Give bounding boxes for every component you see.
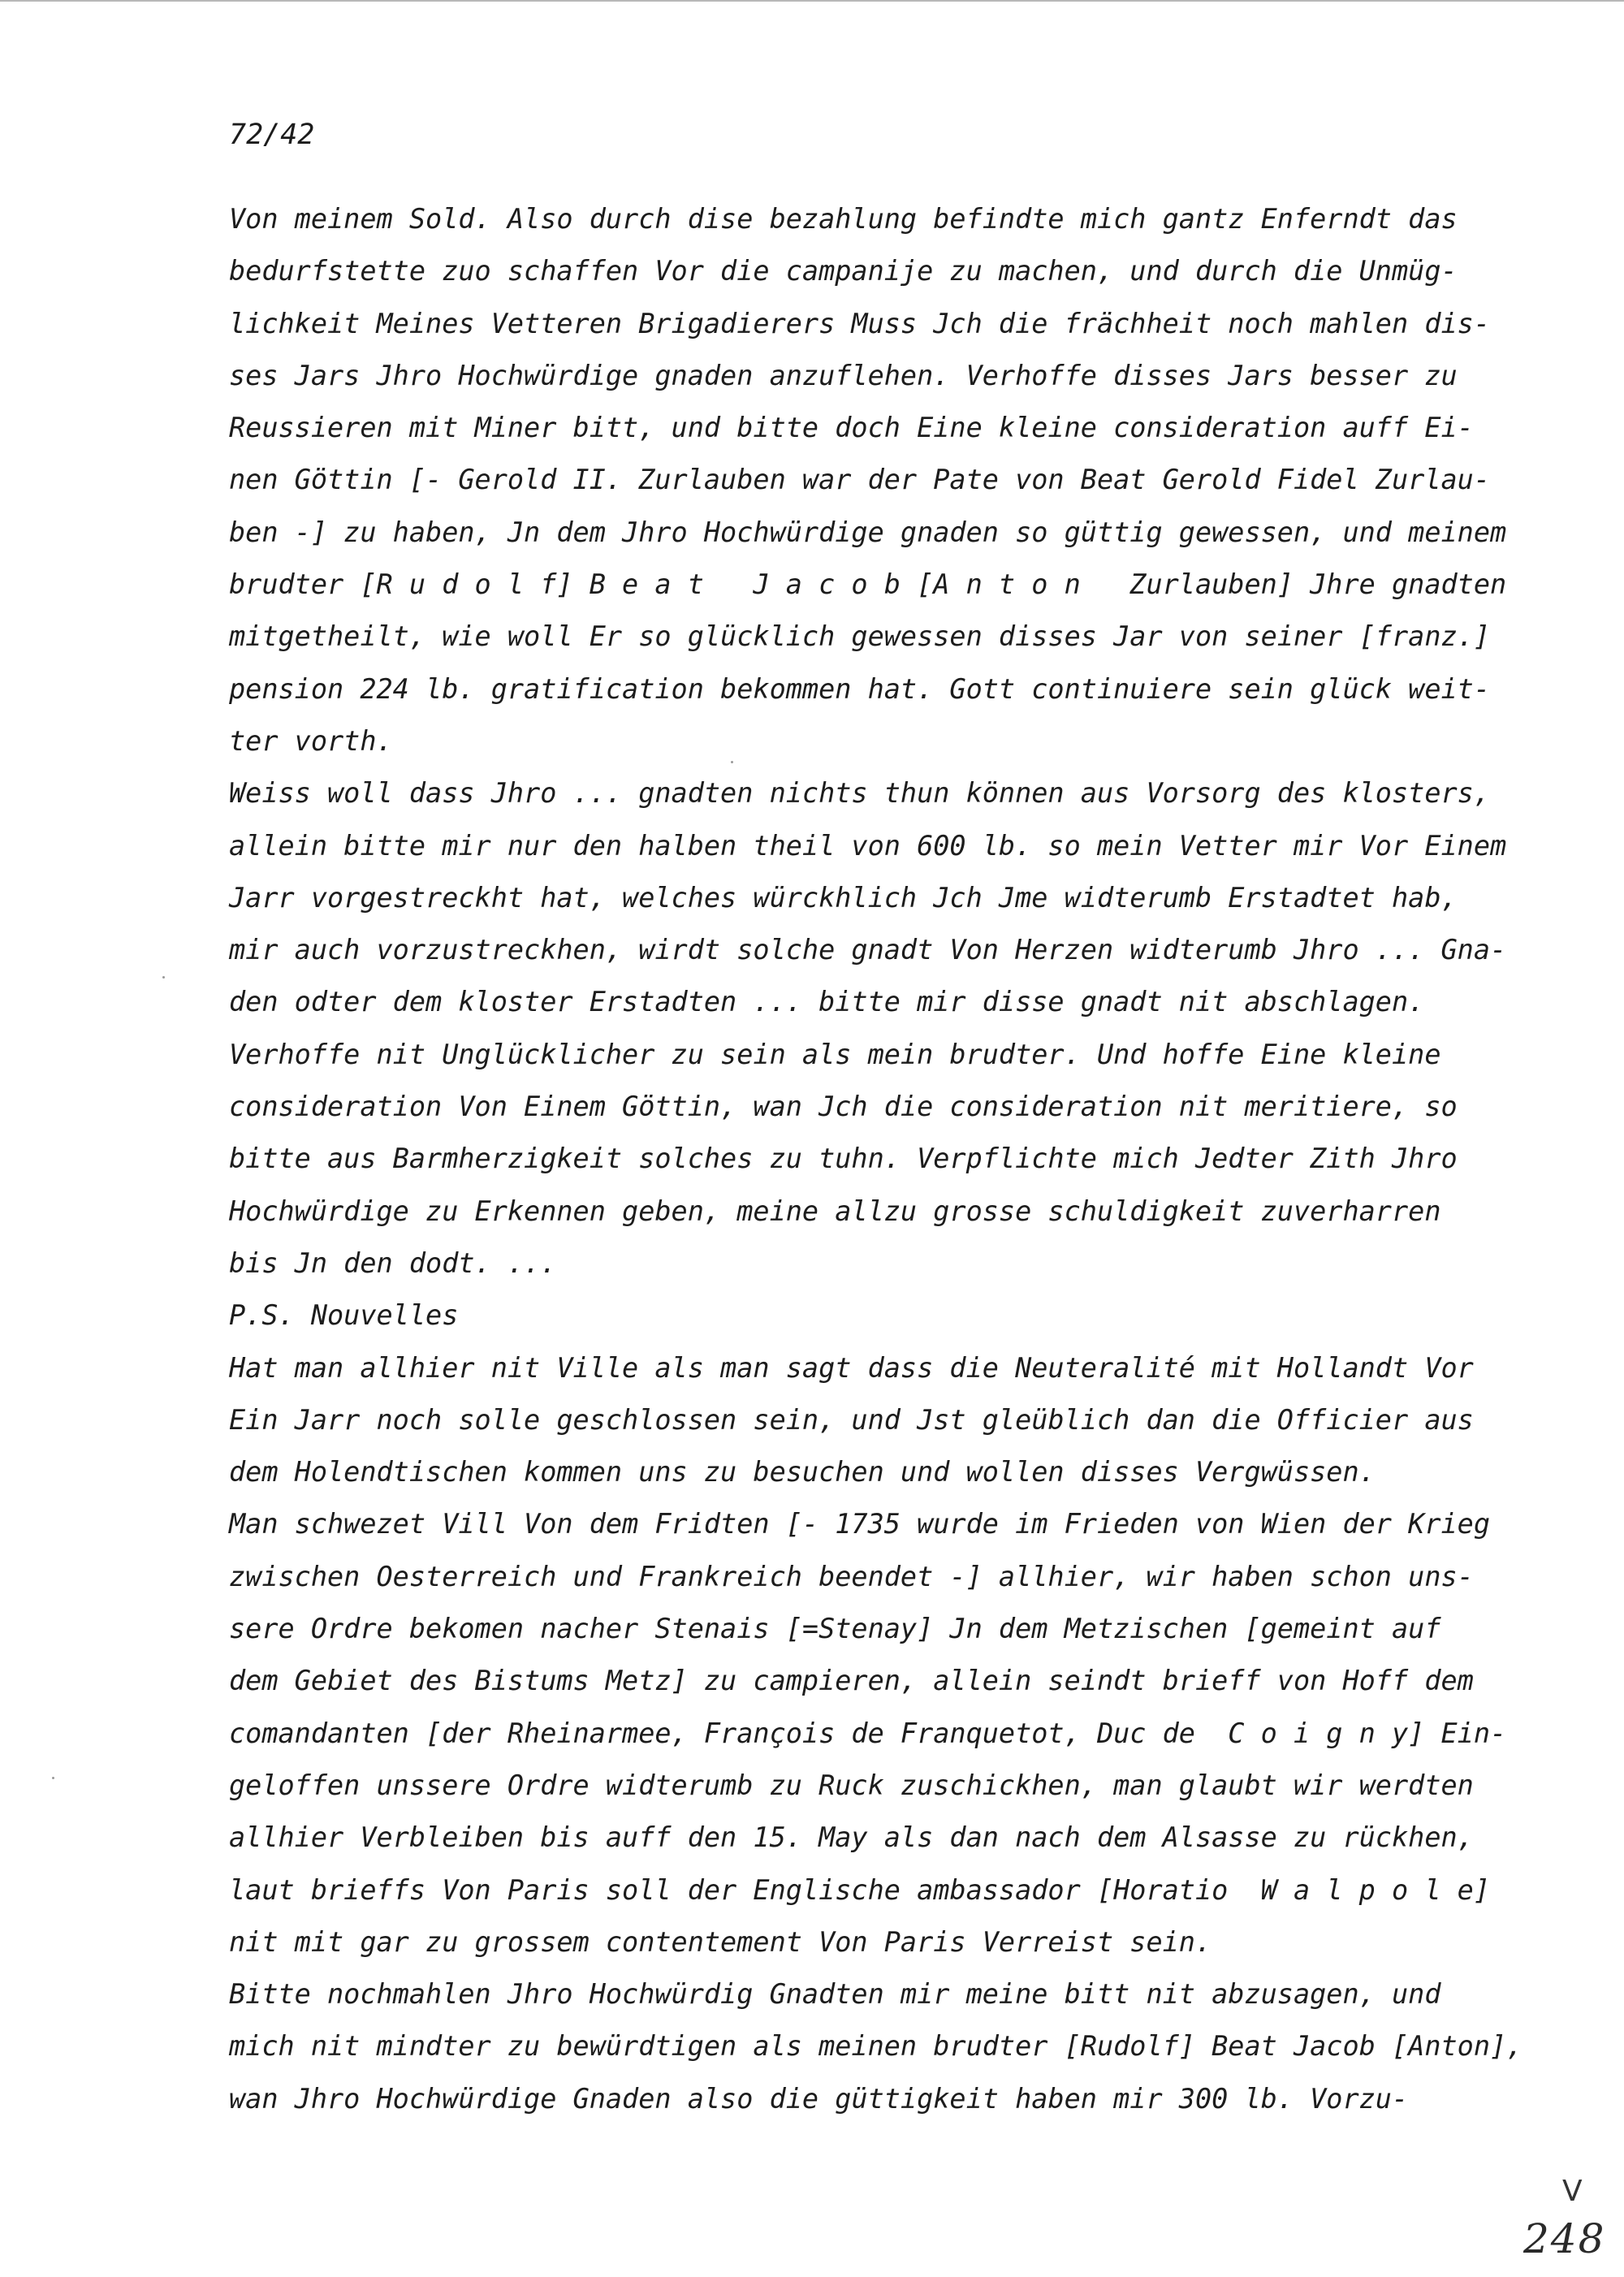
text-line: ses Jars Jhro Hochwürdige gnaden anzuflehen. Verhoffe disses Jars besser zu [229, 359, 1458, 391]
text-line: Hochwürdige zu Erkennen geben, meine allzu grosse schuldigkeit zuverharren [229, 1195, 1441, 1227]
text-line: dem Holendtischen kommen uns zu besuchen und wollen disses Vergwüssen. [229, 1456, 1376, 1488]
page-reference: 72/42 [229, 119, 315, 151]
text-line: allein bitte mir nur den halben theil von 600 lb. so mein Vetter mir Vor Einem [229, 829, 1507, 862]
text-line: consideration Von Einem Göttin, wan Jch die consideration nit meritiere, so [229, 1091, 1458, 1123]
text-line: zwischen Oesterreich und Frankreich beendet -] allhier, wir haben schon uns- [229, 1560, 1474, 1592]
letter-transcription [229, 193, 1609, 2125]
text-line: den odter dem kloster Erstadten ... bitte mir disse gnadt nit abschlagen. [229, 986, 1425, 1018]
scan-speck [52, 1777, 54, 1779]
text-line: Weiss woll dass Jhro ... gnadten nichts thun können aus Vorsorg des klosters, [229, 777, 1490, 810]
text-line: ter vorth. [229, 724, 393, 757]
text-line: dem Gebiet des Bistums Metz] zu campieren, allein seindt brieff von Hoff dem [229, 1665, 1474, 1697]
text-line: bis Jn den dodt. ... [229, 1247, 557, 1279]
text-line: mich nit mindter zu bewürdtigen als meinen brudter [Rudolf] Beat Jacob [Anton], [229, 2030, 1523, 2063]
text-line: P.S. Nouvelles [229, 1299, 459, 1332]
text-line: Hat man allhier nit Ville als man sagt dass die Neuteralité mit Hollandt Vor [229, 1351, 1474, 1384]
handwritten-page-number: 248 [1523, 2215, 1606, 2262]
text-line: Verhoffe nit Unglücklicher zu sein als mein brudter. Und hoffe Eine kleine [229, 1038, 1441, 1070]
text-line: ben -] zu haben, Jn dem Jhro Hochwürdige gnaden so güttig gewessen, und meinem [229, 516, 1507, 548]
text-line: laut brieffs Von Paris soll der Englische ambassador [Horatio W a l p o l e] [229, 1873, 1490, 1906]
text-line: wan Jhro Hochwürdige Gnaden also die güttigkeit haben mir 300 lb. Vorzu- [229, 2082, 1409, 2115]
text-line: nit mit gar zu grossem contentement Von Paris Verreist sein. [229, 1925, 1212, 1958]
text-line: Reussieren mit Miner bitt, und bitte doch Eine kleine consideration auff Ei- [229, 412, 1474, 444]
scan-speck [162, 976, 165, 979]
text-line: Von meinem Sold. Also durch dise bezahlung befindte mich gantz Enferndt das [229, 203, 1458, 235]
text-line: nen Göttin [- Gerold II. Zurlauben war der Pate von Beat Gerold Fidel Zurlau- [229, 464, 1490, 496]
handwritten-check-mark: V [1562, 2175, 1583, 2208]
text-line: Jarr vorgestreckht hat, welches würckhlich Jch Jme widterumb Erstadtet hab, [229, 881, 1458, 914]
text-line: brudter [R u d o l f] B e a t J a c o b [A n t o n Zurlauben] Jhre gnadten [229, 568, 1507, 601]
text-line: geloffen unssere Ordre widterumb zu Ruck zuschickhen, man glaubt wir werdten [229, 1769, 1474, 1801]
text-line: Bitte nochmahlen Jhro Hochwürdig Gnadten mir meine bitt nit abzusagen, und [229, 1978, 1441, 2011]
text-line: sere Ordre bekomen nacher Stenais [=Stenay] Jn dem Metzischen [gemeint auf [229, 1613, 1441, 1645]
text-line: bedurfstette zuo schaffen Vor die campanije zu machen, und durch die Unmüg- [229, 255, 1458, 287]
text-line: Ein Jarr noch solle geschlossen sein, und Jst gleüblich dan die Officier aus [229, 1403, 1474, 1436]
text-line: bitte aus Barmherzigkeit solches zu tuhn. Verpflichte mich Jedter Zith Jhro [229, 1143, 1458, 1175]
text-line: comandanten [der Rheinarmee, François de Franquetot, Duc de C o i g n y] Ein- [229, 1717, 1507, 1749]
text-line: allhier Verbleiben bis auff den 15. May als dan nach dem Alsasse zu rückhen, [229, 1821, 1474, 1854]
text-line: pension 224 lb. gratification bekommen hat. Gott continuiere sein glück weit- [229, 672, 1490, 705]
text-line: lichkeit Meines Vetteren Brigadierers Muss Jch die frächheit noch mahlen dis- [229, 307, 1490, 339]
text-line: mitgetheilt, wie woll Er so glücklich gewessen disses Jar von seiner [franz.] [229, 620, 1490, 653]
scan-speck [731, 761, 733, 763]
text-line: Man schwezet Vill Von dem Fridten [- 1735 wurde im Frieden von Wien der Krieg [229, 1508, 1490, 1540]
text-line: mir auch vorzustreckhen, wirdt solche gnadt Von Herzen widterumb Jhro ... Gna- [229, 934, 1507, 966]
